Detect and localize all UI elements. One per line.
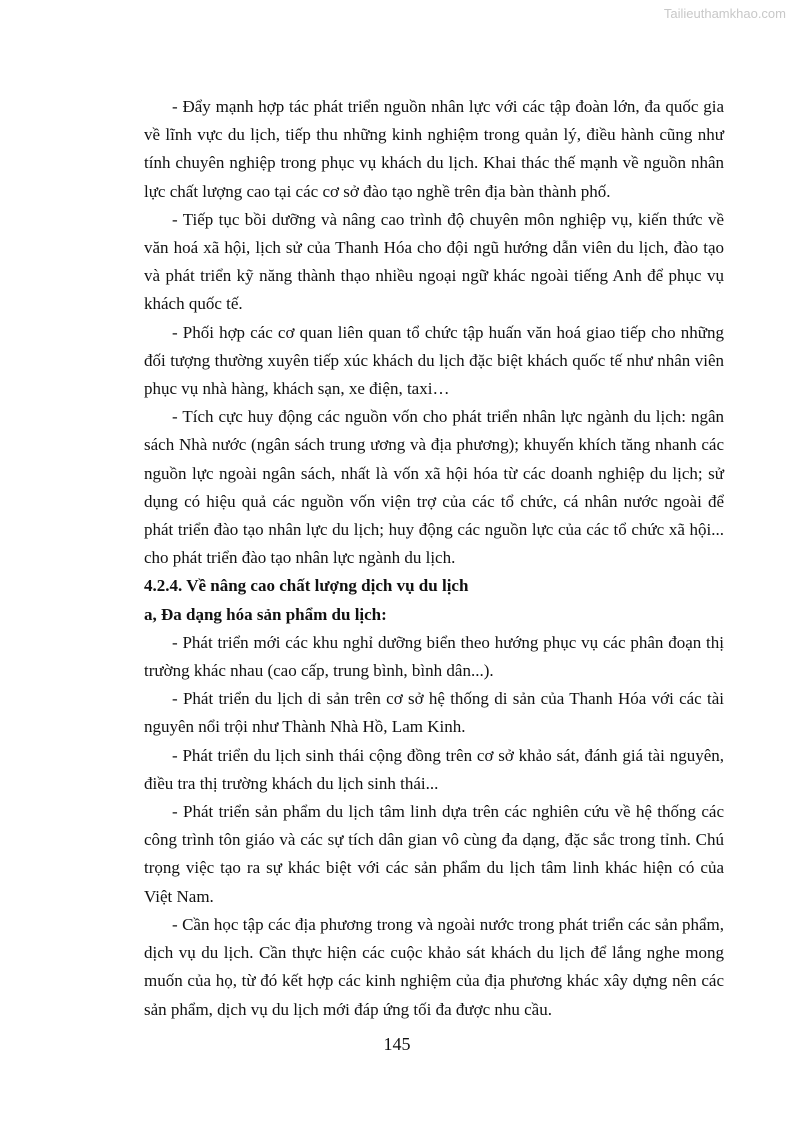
paragraph-heritage: - Phát triển du lịch di sản trên cơ sở hệ thống di sản của Thanh Hóa với các tài nguyên nổi trội như Thành Nhà Hồ, Lam Kinh. xyxy=(144,689,724,737)
paragraph-hr-cooperation: - Đẩy mạnh hợp tác phát triển nguồn nhân lực với các tập đoàn lớn, đa quốc gia về lĩnh vực du lịch, tiếp thu những kinh nghiệm trong quản lý, điều hành cũng như tính chuyên nghiệp trong phục vụ khách du lịch. Khai thác thế mạnh về nguồn nhân lực chất lượng cao tại các cơ sở đào tạo nghề trên địa bàn thành phố. xyxy=(144,97,724,201)
paragraph-spiritual: - Phát triển sản phẩm du lịch tâm linh dựa trên các nghiên cứu về hệ thống các công trình tôn giáo và các sự tích dân gian vô cùng đa dạng, đặc sắc trong tỉnh. Chú trọng việc tạo ra sự khác biệt với các sản phẩm du lịch tâm linh khác hiện có của Việt Nam. xyxy=(144,802,724,906)
document-body xyxy=(144,93,724,1024)
paragraph-guide-training: - Tiếp tục bồi dưỡng và nâng cao trình độ chuyên môn nghiệp vụ, kiến thức về văn hoá xã hội, lịch sử của Thanh Hóa cho đội ngũ hướng dẫn viên du lịch, đào tạo và phát triển kỹ năng thành thạo nhiều ngoại ngữ khác ngoài tiếng Anh để phục vụ khách quốc tế. xyxy=(144,209,724,314)
section-heading: 4.2.4. Về nâng cao chất lượng dịch vụ du lịch xyxy=(144,576,469,596)
paragraph-learning: - Cần học tập các địa phương trong và ngoài nước trong phát triển các sản phẩm, dịch vụ du lịch. Cần thực hiện các cuộc khảo sát khách du lịch để lắng nghe mong muốn của họ, từ đó kết hợp các kinh nghiệm của địa phương khác xây dựng nên các sản phẩm, dịch vụ du lịch mới đáp ứng tối đa được nhu cầu. xyxy=(144,914,724,1019)
subsection-heading: a, Đa dạng hóa sản phẩm du lịch: xyxy=(144,604,387,624)
watermark-text: Tailieuthamkhao.com xyxy=(663,6,786,21)
paragraph-ecotourism: - Phát triển du lịch sinh thái cộng đồng trên cơ sở khảo sát, đánh giá tài nguyên, điều tra thị trường khách du lịch sinh thái... xyxy=(144,745,724,793)
page-number: 145 xyxy=(383,1034,411,1054)
paragraph-resorts: - Phát triển mới các khu nghỉ dưỡng biển theo hướng phục vụ các phân đoạn thị trường khác nhau (cao cấp, trung bình, bình dân...). xyxy=(144,632,724,681)
paragraph-funding: - Tích cực huy động các nguồn vốn cho phát triển nhân lực ngành du lịch: ngân sách Nhà nước (ngân sách trung ương và địa phương); khuyến khích tăng nhanh các nguồn lực ngoài ngân sách, nhất là vốn xã hội hóa từ các doanh nghiệp du lịch; sử dụng có hiệu quả các nguồn vốn viện trợ của các tổ chức, cá nhân nước ngoài để phát triển đào tạo nhân lực du lịch; huy động các nguồn lực của các tổ chức xã hội... cho phát triển đào tạo nhân lực ngành du lịch. xyxy=(144,407,724,568)
paragraph-communication-training: - Phối hợp các cơ quan liên quan tổ chức tập huấn văn hoá giao tiếp cho những đối tượng thường xuyên tiếp xúc khách du lịch đặc biệt khách quốc tế như nhân viên phục vụ nhà hàng, khách sạn, xe điện, taxi… xyxy=(144,322,724,399)
